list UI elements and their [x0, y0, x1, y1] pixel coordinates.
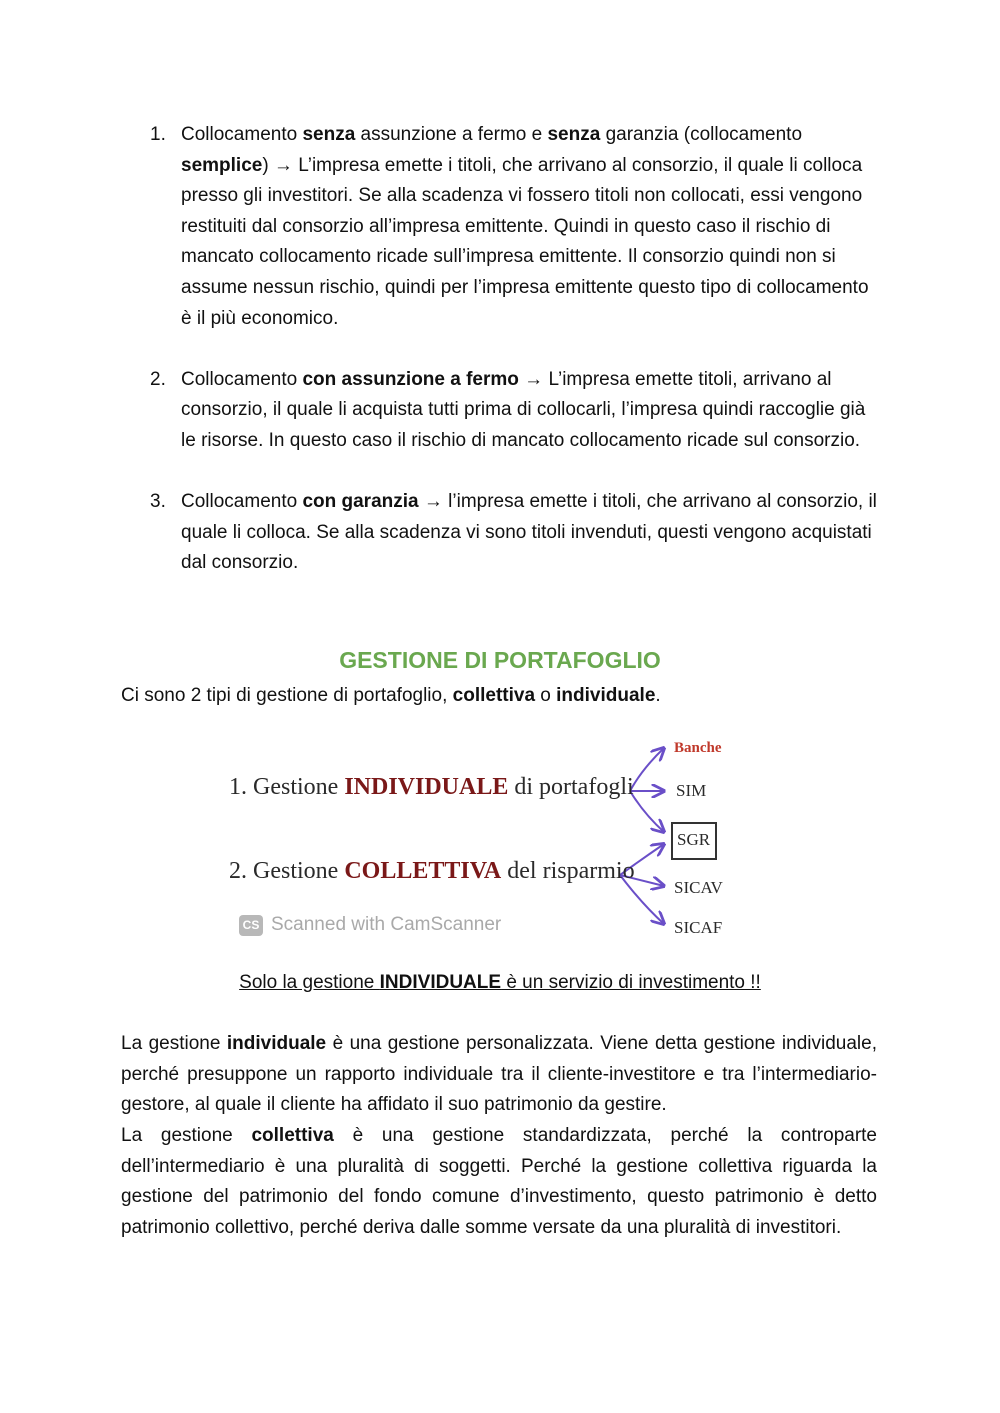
paragraph-collective: La gestione collettiva è una gestione standardizzata, perché la controparte dell’intermediario è una pluralità di soggetti. Perché la gestione collettiva riguarda la gestione del patrimonio del fondo comune d’investimento, questo patrimonio è detto patrimonio collettivo, perché deriva dalle somme versate da una pluralità di investitori.	[121, 1125, 878, 1238]
label-sicaf: SICAF	[674, 918, 723, 937]
camscanner-watermark: CS Scanned with CamScanner	[239, 914, 501, 936]
paragraph-individual: La gestione individuale è una gestione personalizzata. Viene detta gestione individuale, perché presuppone un rapporto individuale tra il cliente-investitore e tra l’intermediario-gestore, al quale il cliente ha affidato il suo patrimonio da gestire.	[121, 1033, 877, 1116]
arrow-to-banche	[630, 748, 664, 791]
list-number: 3.	[150, 491, 166, 513]
list-item: 3. Collocamento con garanzia → l’impresa emette i titoli, che arrivano al consorzio, il quale li colloca. Se alla scadenza vi sono titoli invenduti, questi vengono acquistati dal consorzio.	[150, 487, 880, 579]
individual-management-line: 1. Gestione INDIVIDUALE di portafogli	[229, 774, 634, 800]
label-banche: Banche	[674, 740, 722, 756]
list-number: 2.	[150, 368, 166, 390]
list-number: 1.	[150, 124, 166, 145]
camscanner-logo-icon: CS	[239, 915, 263, 936]
label-sicav: SICAV	[674, 878, 723, 897]
placement-types-list	[150, 120, 880, 610]
intro-text: Ci sono 2 tipi di gestione di portafoglio, collettiva o individuale.	[121, 685, 661, 706]
label-sgr: SGR	[677, 830, 711, 849]
list-item: 2. Collocamento con assunzione a fermo → L’impresa emette titoli, arrivano al consorzio, il quale li acquista tutti prima di collocarli, l’impresa quindi raccoglie già le risorse. In questo caso il rischio di mancato collocamento ricade sul consorzio.	[150, 365, 880, 457]
portfolio-management-diagram	[222, 734, 742, 946]
label-sim: SIM	[676, 781, 707, 800]
section-heading: GESTIONE DI PORTAFOGLIO	[339, 647, 661, 673]
arrow-to-sgr	[630, 791, 664, 832]
collective-management-line: 2. Gestione COLLETTIVA del risparmio	[229, 858, 635, 884]
list-item: 1. Collocamento senza assunzione a fermo e senza garanzia (collocamento semplice) → L’impresa emette i titoli, che arrivano al consorzio, il quale li colloca presso gli investitori. Se alla scadenza vi fossero titoli non collocati, essi vengono restituiti dal consorzio all’impresa emittente. Quindi in questo caso il rischio di mancato collocamento ricade sull’impresa emittente. Il consorzio quindi non si assume nessun rischio, quindi per l’impresa emittente questo tipo di collocamento è il più economico.	[150, 120, 880, 334]
highlight-note: Solo la gestione INDIVIDUALE è un servizio di investimento !!	[239, 972, 761, 993]
